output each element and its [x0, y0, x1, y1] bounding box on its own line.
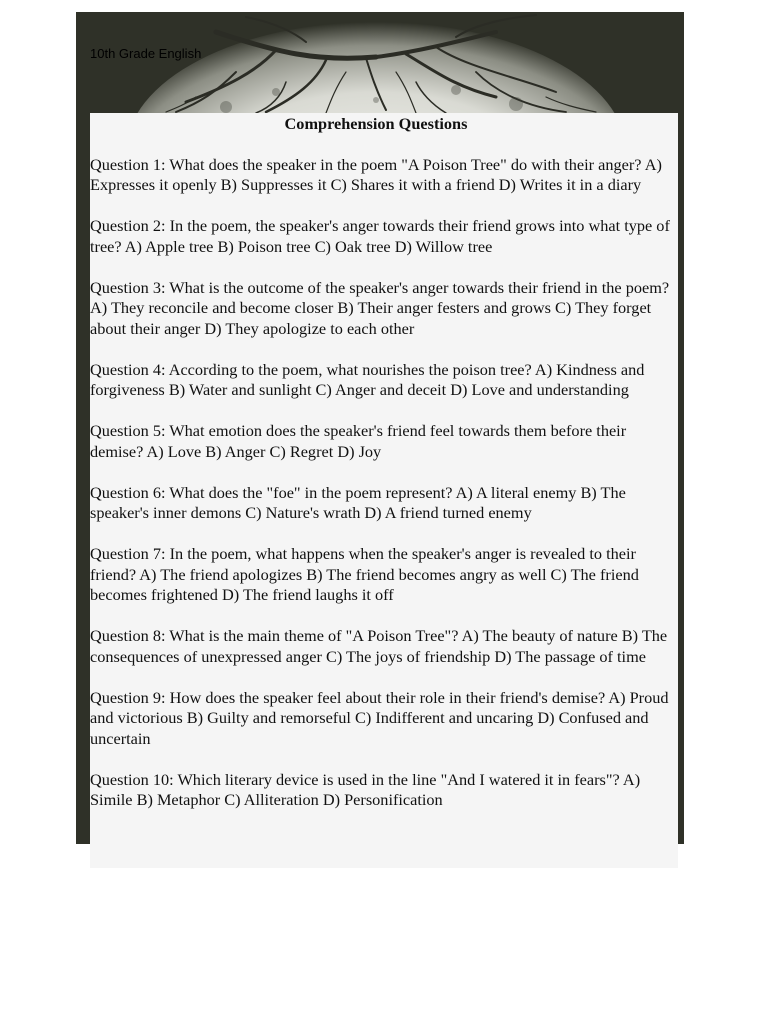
question-10: Question 10: Which literary device is used in the line "And I watered it in fears"? A) Simile B) Metaphor C) Alliteration D) Personification [90, 769, 641, 809]
question-5: Question 5: What emotion does the speaker's friend feel towards them before their demise? A) Love B) Anger C) Regret D) Joy [90, 421, 627, 461]
course-label: 10th Grade English [90, 46, 202, 61]
question-4: Question 4: According to the poem, what nourishes the poison tree? A) Kindness and forgiveness B) Water and sunlight C) Anger and deceit D) Love and understanding [90, 359, 645, 399]
question-6: Question 6: What does the "foe" in the poem represent? A) A literal enemy B) The speaker's inner demons C) Nature's wrath D) A friend turned enemy [90, 482, 626, 522]
question-7: Question 7: In the poem, what happens when the speaker's anger is revealed to their friend? A) The friend apologizes B) The friend becomes angry as well C) The friend becomes frightened D) The friend laughs it off [90, 544, 639, 604]
questions-panel [90, 113, 678, 868]
question-2: Question 2: In the poem, the speaker's anger towards their friend grows into what type of tree? A) Apple tree B) Poison tree C) Oak tree D) Willow tree [90, 216, 670, 256]
page-title: Comprehension Questions [284, 114, 468, 133]
question-1: Question 1: What does the speaker in the poem "A Poison Tree" do with their anger? A) Expresses it openly B) Suppresses it C) Shares it with a friend D) Writes it in a diary [90, 154, 662, 194]
question-3: Question 3: What is the outcome of the speaker's anger towards their friend in the poem? A) They reconcile and become closer B) Their anger festers and grows C) They forget about their anger D) They apologize to each other [90, 277, 670, 338]
question-9: Question 9: How does the speaker feel about their role in their friend's demise? A) Proud and victorious B) Guilty and remorseful C) Indifferent and uncaring D) Confused and uncertain [90, 687, 669, 748]
question-8: Question 8: What is the main theme of "A Poison Tree"? A) The beauty of nature B) The consequences of unexpressed anger C) The joys of friendship D) The passage of time [90, 626, 668, 666]
